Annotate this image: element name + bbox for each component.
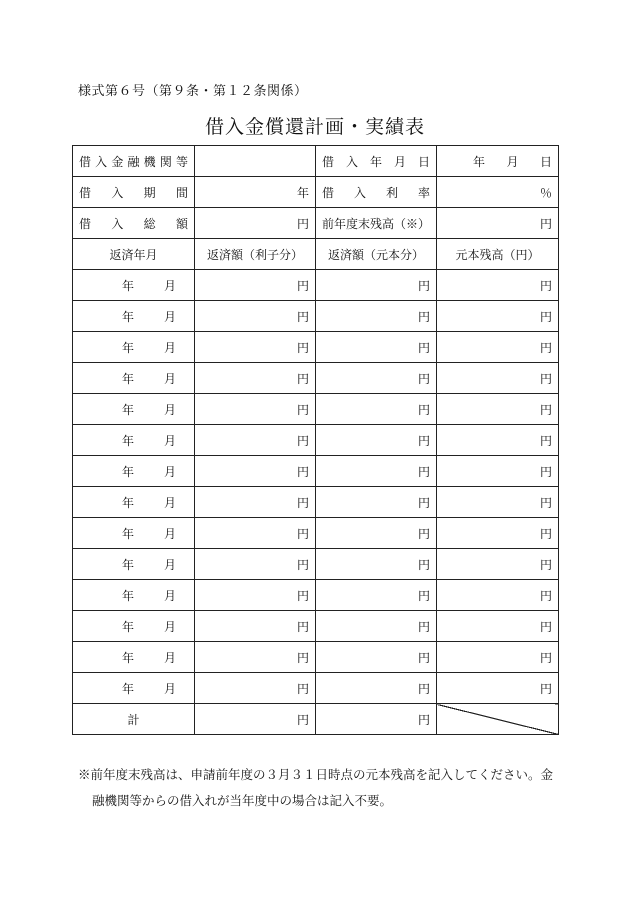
principal-amount-cell[interactable]: [316, 580, 437, 611]
yen-unit: 円: [417, 495, 430, 510]
month-unit: 月: [163, 340, 176, 355]
yen-unit: 円: [539, 650, 552, 665]
yen-unit: 円: [296, 309, 309, 324]
repayment-month-cell[interactable]: [73, 425, 195, 456]
yen-unit: 円: [296, 433, 309, 448]
yen-unit: 円: [417, 433, 430, 448]
period-label: 借入期間: [73, 177, 195, 208]
year-unit: 年: [121, 340, 134, 355]
yen-unit: 円: [417, 464, 430, 479]
principal-balance-cell[interactable]: [437, 394, 559, 425]
interest-amount-cell[interactable]: [195, 363, 316, 394]
footnote: [78, 762, 576, 814]
schedule-row: [73, 394, 559, 425]
header-interest-amount: 返済額（利子分）: [195, 239, 316, 270]
schedule-row: [73, 456, 559, 487]
prev-balance-label: 前年度末残高（※）: [316, 208, 437, 239]
principal-amount-cell[interactable]: [316, 363, 437, 394]
schedule-row: [73, 580, 559, 611]
yen-unit: 円: [417, 371, 430, 386]
document-title: 借入金償還計画・実績表: [204, 116, 425, 138]
principal-amount-cell[interactable]: [316, 425, 437, 456]
lender-value[interactable]: [195, 146, 316, 177]
principal-amount-cell[interactable]: [316, 549, 437, 580]
schedule-row: [73, 518, 559, 549]
yen-unit: 円: [539, 278, 552, 293]
yen-unit: 円: [539, 309, 552, 324]
principal-amount-cell[interactable]: [316, 487, 437, 518]
year-unit: 年: [121, 278, 134, 293]
total-amount-row: [73, 208, 559, 239]
repayment-table: [72, 145, 559, 735]
yen-unit: 円: [539, 464, 552, 479]
principal-balance-cell[interactable]: [437, 332, 559, 363]
schedule-row: [73, 642, 559, 673]
footnote-line-1: ※前年度末残高は、申請前年度の３月３１日時点の元本残高を記入してください。金: [78, 767, 554, 782]
principal-balance-cell[interactable]: [437, 425, 559, 456]
principal-amount-cell[interactable]: [316, 642, 437, 673]
repayment-month-cell[interactable]: [73, 301, 195, 332]
principal-amount-cell[interactable]: [316, 673, 437, 704]
interest-amount-cell[interactable]: [195, 456, 316, 487]
interest-amount-cell[interactable]: [195, 673, 316, 704]
yen-unit: 円: [417, 712, 430, 727]
repayment-month-cell[interactable]: [73, 518, 195, 549]
principal-balance-cell[interactable]: [437, 270, 559, 301]
year-unit: 年: [121, 495, 134, 510]
total-amount-label: 借入総額: [73, 208, 195, 239]
schedule-row: [73, 363, 559, 394]
form-number: 様式第６号（第９条・第１２条関係）: [78, 84, 308, 99]
year-unit: 年: [121, 681, 134, 696]
yen-unit: 円: [296, 371, 309, 386]
principal-balance-cell[interactable]: [437, 487, 559, 518]
interest-amount-cell[interactable]: [195, 518, 316, 549]
date-month-unit: 月: [506, 154, 519, 169]
yen-unit: 円: [417, 402, 430, 417]
repayment-month-cell[interactable]: [73, 456, 195, 487]
year-unit: 年: [121, 557, 134, 572]
period-row: [73, 177, 559, 208]
year-unit: 年: [121, 402, 134, 417]
schedule-row: [73, 425, 559, 456]
principal-amount-cell[interactable]: [316, 301, 437, 332]
total-principal-cell[interactable]: [316, 704, 437, 735]
principal-balance-cell[interactable]: [437, 580, 559, 611]
interest-amount-cell[interactable]: [195, 487, 316, 518]
principal-balance-cell[interactable]: [437, 518, 559, 549]
month-unit: 月: [163, 650, 176, 665]
year-unit: 年: [121, 526, 134, 541]
yen-unit: 円: [417, 278, 430, 293]
yen-unit: 円: [296, 340, 309, 355]
total-amount-unit: 円: [296, 216, 309, 231]
yen-unit: 円: [539, 495, 552, 510]
principal-balance-cell[interactable]: [437, 642, 559, 673]
yen-unit: 円: [296, 681, 309, 696]
yen-unit: 円: [296, 495, 309, 510]
month-unit: 月: [163, 526, 176, 541]
yen-unit: 円: [539, 681, 552, 696]
principal-balance-cell[interactable]: [437, 673, 559, 704]
month-unit: 月: [163, 557, 176, 572]
principal-balance-cell[interactable]: [437, 301, 559, 332]
footnote-line-2: 融機関等からの借入れが当年度中の場合は記入不要。: [92, 793, 393, 808]
repayment-month-cell[interactable]: [73, 363, 195, 394]
yen-unit: 円: [417, 650, 430, 665]
schedule-row: [73, 332, 559, 363]
yen-unit: 円: [539, 619, 552, 634]
header-principal-balance: 元本残高（円）: [437, 239, 559, 270]
schedule-row: [73, 549, 559, 580]
interest-amount-cell[interactable]: [195, 394, 316, 425]
total-amount-value[interactable]: [195, 208, 316, 239]
interest-amount-cell[interactable]: [195, 611, 316, 642]
repayment-month-cell[interactable]: [73, 332, 195, 363]
month-unit: 月: [163, 588, 176, 603]
year-unit: 年: [121, 464, 134, 479]
month-unit: 月: [163, 464, 176, 479]
principal-balance-cell[interactable]: [437, 549, 559, 580]
prev-balance-unit: 円: [539, 216, 552, 231]
yen-unit: 円: [539, 433, 552, 448]
repayment-month-cell[interactable]: [73, 580, 195, 611]
diagonal-blank-cell: [437, 704, 559, 735]
schedule-header-row: [73, 239, 559, 270]
year-unit: 年: [121, 433, 134, 448]
principal-amount-cell[interactable]: [316, 270, 437, 301]
interest-amount-cell[interactable]: [195, 425, 316, 456]
lender-label: 借入金融機関等: [73, 146, 195, 177]
schedule-row: [73, 673, 559, 704]
interest-amount-cell[interactable]: [195, 642, 316, 673]
yen-unit: 円: [417, 557, 430, 572]
rate-unit: ％: [539, 185, 552, 200]
principal-amount-cell[interactable]: [316, 332, 437, 363]
principal-amount-cell[interactable]: [316, 456, 437, 487]
borrow-date-value[interactable]: [437, 146, 559, 177]
yen-unit: 円: [539, 526, 552, 541]
month-unit: 月: [163, 278, 176, 293]
month-unit: 月: [163, 402, 176, 417]
year-unit: 年: [121, 619, 134, 634]
yen-unit: 円: [296, 557, 309, 572]
rate-value[interactable]: [437, 177, 559, 208]
yen-unit: 円: [417, 681, 430, 696]
yen-unit: 円: [296, 588, 309, 603]
header-repayment-month: 返済年月: [73, 239, 195, 270]
yen-unit: 円: [539, 402, 552, 417]
year-unit: 年: [121, 309, 134, 324]
year-unit: 年: [121, 588, 134, 603]
interest-amount-cell[interactable]: [195, 270, 316, 301]
repayment-month-cell[interactable]: [73, 270, 195, 301]
yen-unit: 円: [296, 464, 309, 479]
repayment-month-cell[interactable]: [73, 642, 195, 673]
yen-unit: 円: [539, 557, 552, 572]
date-day-unit: 日: [539, 154, 552, 169]
interest-amount-cell[interactable]: [195, 580, 316, 611]
yen-unit: 円: [296, 278, 309, 293]
date-year-unit: 年: [473, 154, 486, 169]
yen-unit: 円: [417, 619, 430, 634]
schedule-row: [73, 270, 559, 301]
prev-balance-value[interactable]: [437, 208, 559, 239]
rate-label: 借入利率: [316, 177, 437, 208]
repayment-month-cell[interactable]: [73, 611, 195, 642]
yen-unit: 円: [296, 712, 309, 727]
year-unit: 年: [121, 371, 134, 386]
yen-unit: 円: [539, 371, 552, 386]
month-unit: 月: [163, 309, 176, 324]
month-unit: 月: [163, 371, 176, 386]
lender-row: [73, 146, 559, 177]
yen-unit: 円: [296, 526, 309, 541]
principal-balance-cell[interactable]: [437, 611, 559, 642]
schedule-row: [73, 487, 559, 518]
repayment-month-cell[interactable]: [73, 549, 195, 580]
repayment-month-cell[interactable]: [73, 673, 195, 704]
yen-unit: 円: [539, 588, 552, 603]
yen-unit: 円: [417, 309, 430, 324]
principal-balance-cell[interactable]: [437, 456, 559, 487]
yen-unit: 円: [417, 340, 430, 355]
principal-amount-cell[interactable]: [316, 611, 437, 642]
borrow-date-label: 借入年月日: [316, 146, 437, 177]
principal-amount-cell[interactable]: [316, 394, 437, 425]
schedule-row: [73, 301, 559, 332]
interest-amount-cell[interactable]: [195, 332, 316, 363]
yen-unit: 円: [417, 526, 430, 541]
total-interest-cell[interactable]: [195, 704, 316, 735]
principal-amount-cell[interactable]: [316, 518, 437, 549]
year-unit: 年: [121, 650, 134, 665]
interest-amount-cell[interactable]: [195, 549, 316, 580]
repayment-month-cell[interactable]: [73, 394, 195, 425]
month-unit: 月: [163, 619, 176, 634]
period-value[interactable]: [195, 177, 316, 208]
yen-unit: 円: [296, 619, 309, 634]
yen-unit: 円: [417, 588, 430, 603]
period-unit: 年: [296, 185, 309, 200]
repayment-month-cell[interactable]: [73, 487, 195, 518]
month-unit: 月: [163, 495, 176, 510]
yen-unit: 円: [296, 402, 309, 417]
month-unit: 月: [163, 681, 176, 696]
total-label: 計: [73, 704, 195, 735]
principal-balance-cell[interactable]: [437, 363, 559, 394]
month-unit: 月: [163, 433, 176, 448]
total-row: [73, 704, 559, 735]
yen-unit: 円: [539, 340, 552, 355]
header-principal-amount: 返済額（元本分）: [316, 239, 437, 270]
interest-amount-cell[interactable]: [195, 301, 316, 332]
schedule-row: [73, 611, 559, 642]
yen-unit: 円: [296, 650, 309, 665]
